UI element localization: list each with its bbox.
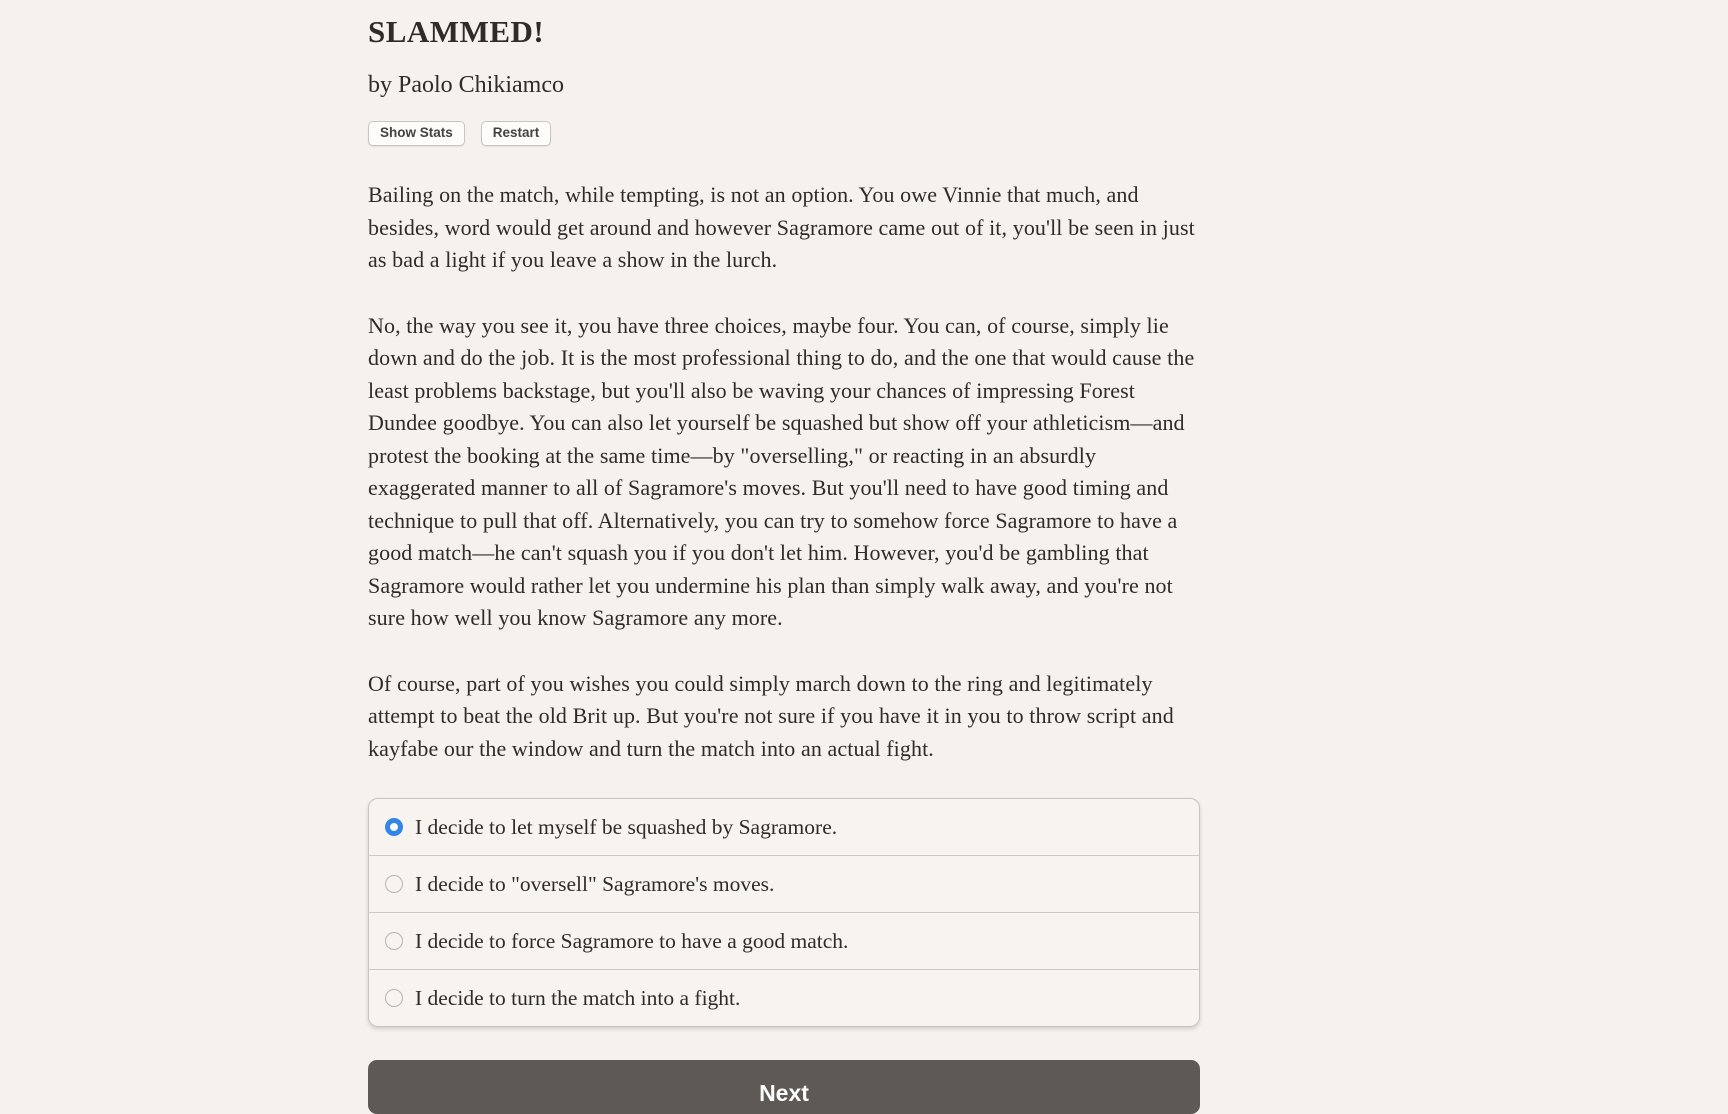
radio-unselected-icon[interactable]	[385, 932, 403, 950]
choice-list	[368, 798, 1200, 1027]
choice-option-3[interactable]	[369, 912, 1199, 969]
radio-unselected-icon[interactable]	[385, 875, 403, 893]
show-stats-button[interactable]: Show Stats	[368, 121, 465, 146]
story-paragraph: Of course, part of you wishes you could simply march down to the ring and legitimately attempt to beat the old Brit up. But you're not sure if you have it in you to throw script and kayfabe our the window and turn the match into an actual fight.	[368, 670, 1174, 761]
choice-label[interactable]: I decide to turn the match into a fight.	[415, 986, 741, 1010]
radio-unselected-icon[interactable]	[385, 989, 403, 1007]
game-page	[368, 0, 1200, 1114]
choice-option-4[interactable]	[369, 969, 1199, 1026]
choice-option-1[interactable]	[369, 799, 1199, 855]
story-paragraph: Bailing on the match, while tempting, is not an option. You owe Vinnie that much, and besides, word would get around and however Sagramore came out of it, you'll be seen in just as bad a light if you leave a show in the lurch.	[368, 182, 1195, 272]
radio-selected-icon[interactable]	[385, 818, 403, 836]
author-byline: by Paolo Chikiamco	[368, 72, 564, 98]
page-title: SLAMMED!	[368, 14, 545, 49]
toolbar	[368, 121, 1200, 146]
choice-option-2[interactable]	[369, 855, 1199, 912]
choice-label[interactable]: I decide to force Sagramore to have a good match.	[415, 929, 849, 953]
choice-label[interactable]: I decide to "oversell" Sagramore's moves.	[415, 872, 775, 896]
choice-label[interactable]: I decide to let myself be squashed by Sagramore.	[415, 815, 838, 839]
story-paragraph: No, the way you see it, you have three choices, maybe four. You can, of course, simply lie down and do the job. It is the most professional thing to do, and the one that would cause the least problems backstage, but you'll also be waving your chances of impressing Forest Dundee goodbye. You can also let yourself be squashed but show off your athleticism—and protest the booking at the same time—by "overselling," or reacting in an absurdly exaggerated manner to all of Sagramore's moves. But you'll need to have good timing and technique to pull that off. Alternatively, you can try to somehow force Sagramore to have a good match—he can't squash you if you don't let him. However, you'd be gambling that Sagramore would rather let you undermine his plan than simply walk away, and you're not sure how well you know Sagramore any more.	[368, 312, 1195, 630]
next-button[interactable]: Next	[368, 1060, 1200, 1114]
story-text	[368, 179, 1200, 765]
restart-button[interactable]: Restart	[481, 121, 552, 146]
